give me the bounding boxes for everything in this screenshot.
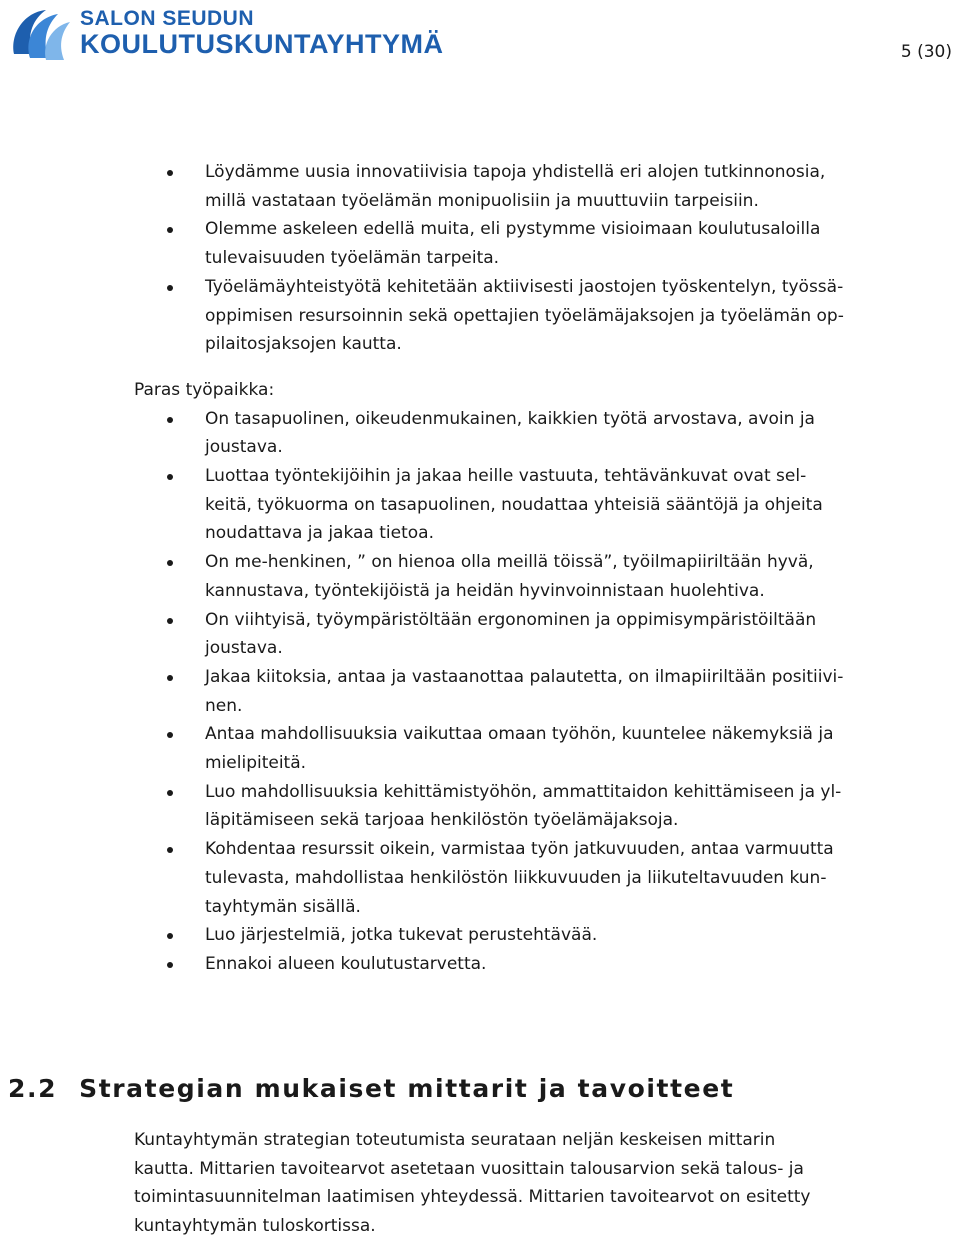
bullet-icon	[167, 732, 173, 738]
list-item-text: joustava.	[205, 638, 283, 659]
list-item	[0, 720, 960, 777]
list-item-text: keitä, työkuorma on tasapuolinen, noudattaa yhteisiä sääntöjä ja ohjeita	[205, 494, 823, 515]
document-body	[0, 158, 960, 979]
section-label: Paras työpaikka:	[134, 379, 275, 400]
page-number: 5 (30)	[900, 42, 952, 62]
bullet-icon	[167, 618, 173, 624]
bullet-icon	[167, 933, 173, 939]
list-item-text: pilaitosjaksojen kautta.	[205, 334, 402, 355]
list-item	[0, 158, 960, 215]
list-item	[0, 835, 960, 921]
list-item-text: mielipiteitä.	[205, 753, 307, 774]
list-item	[0, 548, 960, 605]
list-item-text: Työelämäyhteistyötä kehitetään aktiivisesti jaostojen työskentelyn, työssä-	[205, 276, 844, 297]
section-title: Strategian mukaiset mittarit ja tavoitteet	[79, 1074, 735, 1103]
list-item-text: Luo mahdollisuuksia kehittämistyöhön, ammattitaidon kehittämiseen ja yl-	[205, 781, 842, 802]
bullet-icon	[167, 962, 173, 968]
list-item-text: nen.	[205, 695, 243, 716]
wave-swirl-logo-icon	[6, 4, 76, 66]
bullet-icon	[167, 790, 173, 796]
list-item-text: Jakaa kiitoksia, antaa ja vastaanottaa palautetta, on ilmapiiriltään positiivi-	[205, 666, 844, 687]
list-item	[0, 663, 960, 720]
list-item-text: millä vastataan työelämän monipuolisiin ja muuttuviin tarpeisiin.	[205, 190, 759, 211]
paragraph-line: toimintasuunnitelman laatimisen yhteydessä. Mittarien tavoitearvot on esitetty	[134, 1187, 811, 1208]
page-header	[0, 0, 960, 80]
list-item	[0, 778, 960, 835]
list-item-text: läpitämiseen sekä tarjoaa henkilöstön työelämäjaksoja.	[205, 810, 679, 831]
bullet-icon	[167, 560, 173, 566]
list-item	[0, 921, 960, 950]
list-item-text: Luottaa työntekijöihin ja jakaa heille vastuuta, tehtävänkuvat ovat sel-	[205, 466, 807, 487]
list-item-text: Löydämme uusia innovatiivisia tapoja yhdistellä eri alojen tutkinnonosia,	[205, 162, 826, 182]
paragraph-line: Kuntayhtymän strategian toteutumista seurataan neljän keskeisen mittarin	[134, 1130, 776, 1150]
brand-name	[80, 8, 444, 58]
bullet-icon	[167, 847, 173, 853]
list-item-text: Ennakoi alueen koulutustarvetta.	[205, 953, 487, 974]
list-item	[0, 606, 960, 663]
bullet-icon	[167, 227, 173, 233]
bullet-icon	[167, 170, 173, 176]
list-item-text: Antaa mahdollisuuksia vaikuttaa omaan työhön, kuuntelee näkemyksiä ja	[205, 724, 834, 745]
list-item-text: joustava.	[205, 437, 283, 458]
list-item-text: Kohdentaa resurssit oikein, varmistaa työn jatkuvuuden, antaa varmuutta	[205, 839, 834, 860]
section-heading	[8, 1070, 734, 1108]
list-item	[0, 950, 960, 979]
list-item-text: Luo järjestelmiä, jotka tukevat perustehtävää.	[205, 925, 598, 946]
bullet-icon	[167, 675, 173, 681]
list-item-text: On tasapuolinen, oikeudenmukainen, kaikkien työtä arvostava, avoin ja	[205, 408, 815, 429]
list-item-text: On me-henkinen, ” on hienoa olla meillä töissä”, työilmapiiriltään hyvä,	[205, 552, 814, 573]
list-item-text: tulevasta, mahdollistaa henkilöstön liikkuvuuden ja liikuteltavuuden kun-	[205, 867, 827, 888]
bullet-icon	[167, 417, 173, 423]
list-item	[0, 405, 960, 462]
list-item-text: oppimisen resursoinnin sekä opettajien työelämäjaksojen ja työelämän op-	[205, 305, 844, 326]
bullet-icon	[167, 474, 173, 480]
section-number: 2.2	[8, 1074, 58, 1103]
list-item-text: On viihtyisä, työympäristöltään ergonominen ja oppimisympäristöiltään	[205, 609, 817, 630]
list-item-text: Olemme askeleen edellä muita, eli pystymme visioimaan koulutusaloilla	[205, 219, 821, 240]
bullet-list-2	[0, 405, 960, 979]
list-item-text: kannustava, työntekijöistä ja heidän hyvinvoinnistaan huolehtiva.	[205, 580, 765, 601]
list-item	[0, 462, 960, 548]
list-item	[0, 273, 960, 359]
brand-line-1: SALON SEUDUN	[80, 7, 255, 30]
list-item	[0, 215, 960, 272]
bullet-icon	[167, 285, 173, 291]
list-item-text: tulevaisuuden työelämän tarpeita.	[205, 248, 500, 269]
body-paragraph	[134, 1126, 934, 1241]
paragraph-line: kuntayhtymän tuloskortissa.	[134, 1216, 376, 1237]
paragraph-line: kautta. Mittarien tavoitearvot asetetaan vuosittain talousarvion sekä talous- ja	[134, 1158, 804, 1179]
list-item-text: tayhtymän sisällä.	[205, 896, 361, 917]
brand-line-2: KOULUTUSKUNTAYHTYMÄ	[80, 29, 444, 59]
list-item-text: noudattava ja jakaa tietoa.	[205, 523, 434, 544]
bullet-list-1	[0, 158, 960, 359]
